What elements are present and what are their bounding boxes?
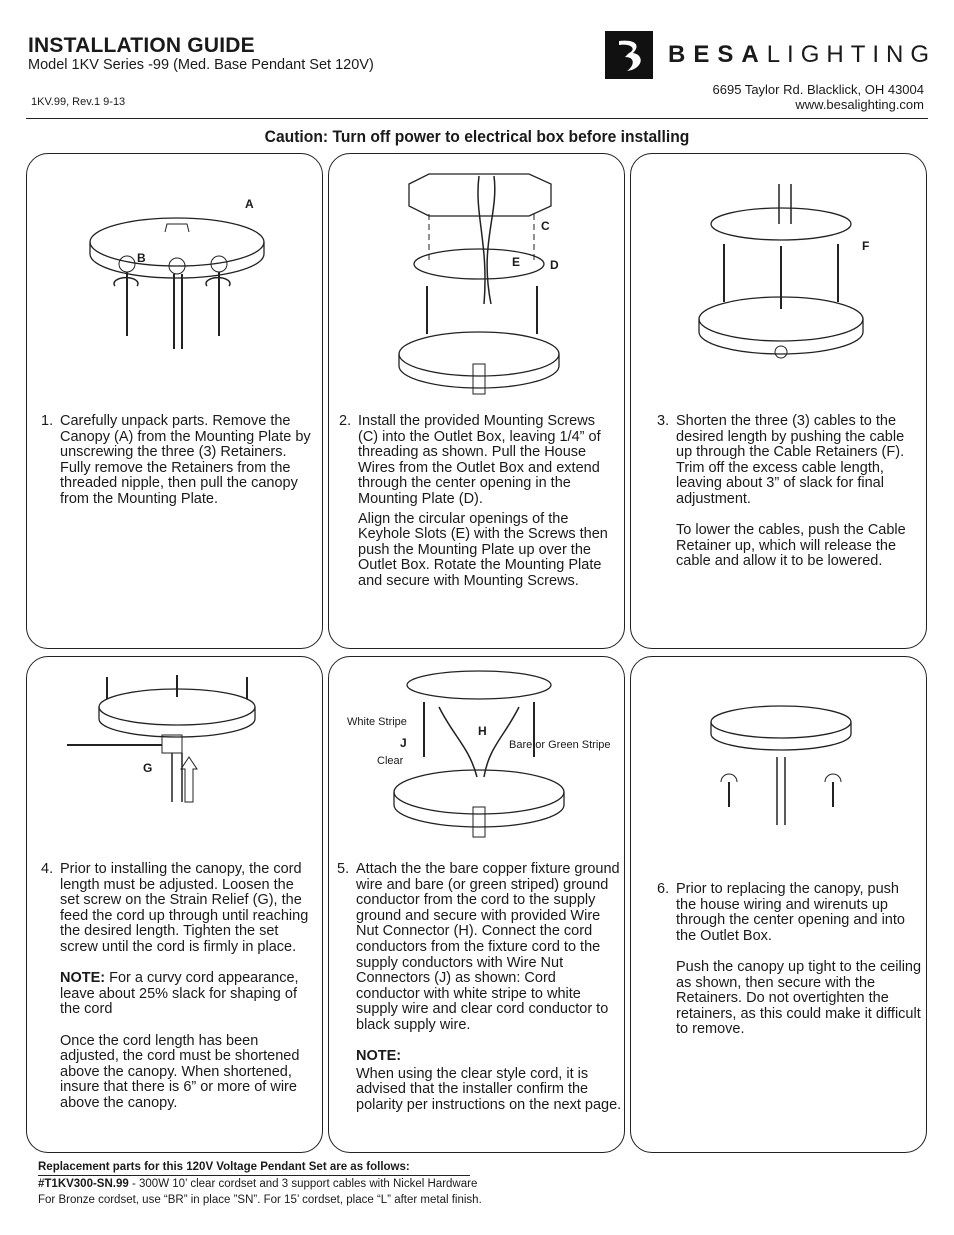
brand-light: LIGHTING xyxy=(766,41,937,68)
step-3-para-1: Shorten the three (3) cables to the desired length by pushing the cable up through the Cable Retainers (F). Trim off the excess cable length, leaving about 3” of slack for final adjustment. xyxy=(676,413,905,507)
step-2-number: 2. xyxy=(339,413,352,429)
brand-bold: BESA xyxy=(668,41,767,68)
step-5-para-1: Attach the the bare copper fixture ground wire and bare (or green striped) ground conductor from the cord to the supply ground and secure with provided Wire Nut Connector (H). Connect the cord conductors from the fixture cord to the supply conductors with Wire Nut Connectors (J) as shown: Cord conductor with white stripe to white supply wire and clear cord conductor to black supply wire. xyxy=(356,861,620,1033)
step-1-para-1: Carefully unpack parts. Remove the Canopy (A) from the Mounting Plate by unscrewing the three (3) Retainers. Fully remove the Retainers from the threaded nipple, then pull the canopy from the Mounting Plate. xyxy=(60,413,311,507)
label-g: G xyxy=(143,761,153,775)
step-5-note-label: NOTE: xyxy=(356,1048,402,1065)
step-6-para-1: Prior to replacing the canopy, push the house wiring and wirenuts up through the center opening and into the Outlet Box. xyxy=(676,881,905,944)
footer-part-desc: - 300W 10’ clear cordset and 3 support cables with Nickel Hardware xyxy=(128,1178,478,1190)
step-3-number: 3. xyxy=(657,413,670,429)
model-subtitle: Model 1KV Series -99 (Med. Base Pendant Set 120V) xyxy=(28,57,374,73)
label-a: A xyxy=(245,197,254,211)
step-3-para-2: To lower the cables, push the Cable Retainer up, which will release the cable and allow it to be lowered. xyxy=(676,522,906,570)
footer-part-number: #T1KV300-SN.99 xyxy=(38,1178,129,1190)
step-4-illustration xyxy=(27,657,324,837)
replacement-parts-footer xyxy=(38,1159,482,1208)
label-clear: Clear xyxy=(377,755,404,767)
label-j: J xyxy=(400,736,407,750)
page-title: INSTALLATION GUIDE xyxy=(28,34,255,57)
step-2-para-1: Install the provided Mounting Screws (C) into the Outlet Box, leaving 1/4” of threading as shown. Pull the House Wires from the Outlet Box and extend through the center opening in the Mounting Plate (D). xyxy=(358,413,601,507)
step-2-para-2: Align the circular openings of the Keyhole Slots (E) with the Screws then push the Mounting Plate up over the Outlet Box. Rotate the Mounting Plate and secure with Mounting Screws. xyxy=(358,510,608,589)
address-street: 6695 Taylor Rd. Blacklick, OH 43004 xyxy=(712,82,924,97)
step-6-panel xyxy=(630,656,927,1153)
company-address xyxy=(713,82,924,112)
step-5-number: 5. xyxy=(337,861,350,877)
label-f: F xyxy=(862,239,870,253)
step-1-panel xyxy=(26,153,323,649)
revision-code: 1KV.99, Rev.1 9-13 xyxy=(31,96,126,108)
step-4-note-label: NOTE: xyxy=(60,970,106,987)
step-6-number: 6. xyxy=(657,881,670,897)
label-d: D xyxy=(550,258,559,272)
footer-heading: Replacement parts for this 120V Voltage Pendant Set are as follows: xyxy=(38,1159,470,1176)
step-6-illustration xyxy=(631,657,928,837)
step-2-panel xyxy=(328,153,625,649)
step-4-number: 4. xyxy=(41,861,54,877)
step-5-illustration xyxy=(329,657,626,847)
step-3-panel xyxy=(630,153,927,649)
step-4-panel xyxy=(26,656,323,1153)
footer-note: For Bronze cordset, use “BR” in place ”SN”. For 15’ cordset, place “L” after metal finish. xyxy=(38,1194,482,1206)
besa-logo-icon xyxy=(605,31,653,79)
step-4-para-3: Once the cord length has been adjusted, the cord must be shortened above the canopy. When shortened, insure that there is 6” or more of wire above the canopy. xyxy=(60,1032,300,1111)
step-2-illustration xyxy=(329,154,626,404)
label-h: H xyxy=(478,724,487,738)
step-6-para-2: Push the canopy up tight to the ceiling as shown, then secure with the Retainers. Do not overtighten the retainers, as this could make it difficult to remove. xyxy=(676,958,922,1038)
brand-wordmark xyxy=(668,41,936,69)
label-e: E xyxy=(512,255,521,269)
caution-heading: Caution: Turn off power to electrical box before installing xyxy=(264,127,690,146)
step-5-panel xyxy=(328,656,625,1153)
step-4-para-1: Prior to installing the canopy, the cord length must be adjusted. Loosen the set screw on the Strain Relief (G), the feed the cord up through until reaching the desired length. Tighten the set screw until the cord is firmly in place. xyxy=(60,861,309,955)
label-white-stripe: White Stripe xyxy=(347,716,407,728)
step-1-number: 1. xyxy=(41,413,54,429)
step-5-note: When using the clear style cord, it is advised that the installer confirm the polarity per instructions on the next page. xyxy=(356,1065,622,1113)
header-divider xyxy=(26,118,928,119)
label-c: C xyxy=(541,219,550,233)
label-b: B xyxy=(137,251,146,265)
step-1-illustration xyxy=(27,154,324,404)
address-website: www.besalighting.com xyxy=(795,97,924,112)
label-bare-green: Bare or Green Stripe xyxy=(509,739,611,751)
step-3-illustration xyxy=(631,154,928,404)
step-4-note: For a curvy cord appearance, leave about 25% slack for shaping of the cord xyxy=(60,970,299,1018)
